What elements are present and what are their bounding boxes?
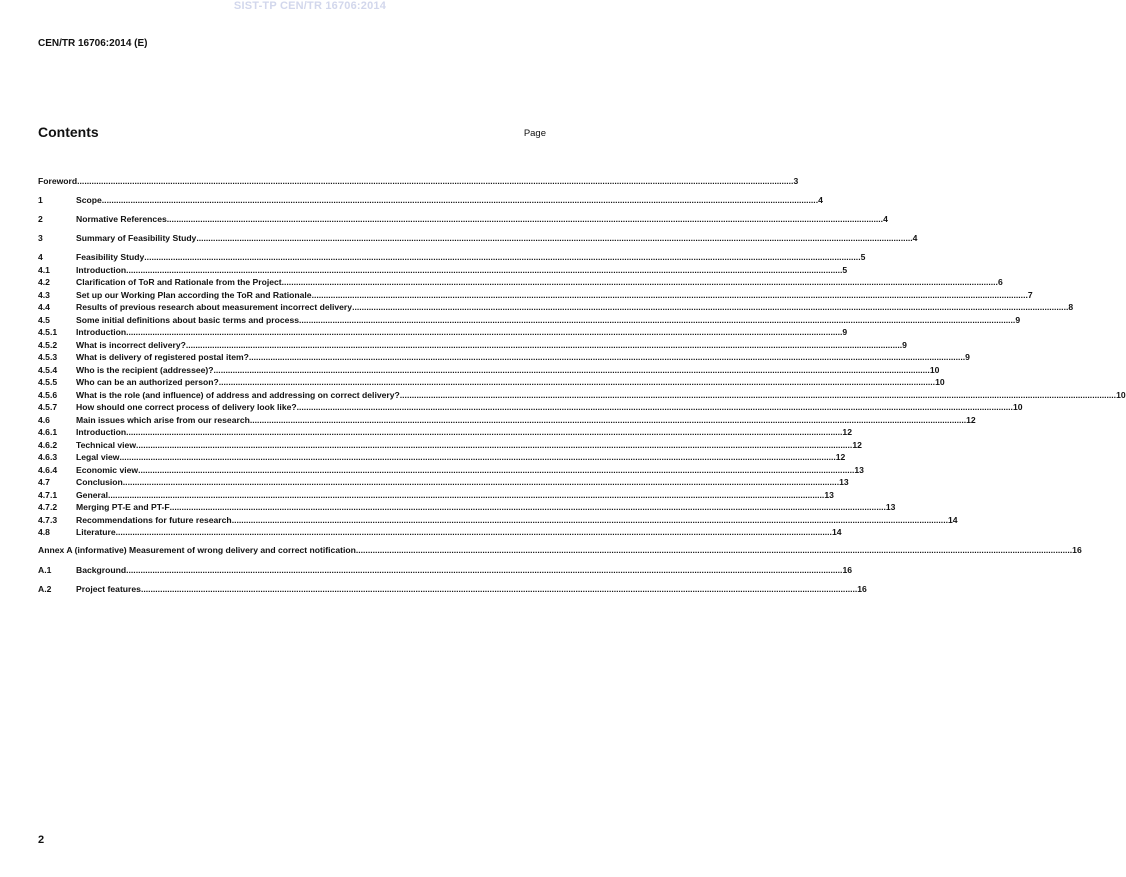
- toc-entry[interactable]: [38, 194, 823, 207]
- toc-entry-number: 4.5.2: [38, 339, 58, 350]
- toc-entry[interactable]: [38, 401, 1023, 414]
- toc-entry-number: 4.5.3: [38, 352, 58, 362]
- toc-dot-leader: ............................................................................................................................................................................................................................................................................................................: [218, 377, 936, 387]
- document-id: CEN/TR 16706:2014 (E): [38, 38, 148, 49]
- toc-entry[interactable]: [38, 289, 1033, 302]
- toc-dot-leader: ............................................................................................................................................................................................................................................................................................................: [299, 314, 1016, 325]
- toc-entry[interactable]: [38, 439, 862, 452]
- toc-entry-title: Normative References: [76, 214, 167, 224]
- toc-dot-leader: ............................................................................................................................................................................................................................................................................................................: [126, 565, 843, 575]
- toc-entry-title: How should one correct process of delivery look like?: [76, 402, 297, 412]
- toc-dot-leader: ............................................................................................................................................................................................................................................................................................................: [119, 452, 836, 462]
- toc-entry-page: 16: [857, 584, 867, 594]
- toc-dot-leader: ............................................................................................................................................................................................................................................................................................................: [296, 402, 1013, 412]
- toc-entry-title: Annex A (informative) Measurement of wrong delivery and correct notification: [38, 545, 356, 555]
- toc-entry-number: A.1: [38, 565, 52, 575]
- toc-entry[interactable]: [38, 476, 849, 489]
- toc-dot-leader: ............................................................................................................................................................................................................................................................................................................: [213, 364, 930, 375]
- toc-entry-page: 13: [824, 489, 834, 500]
- toc-entry-page: 13: [885, 502, 896, 512]
- toc-entry-number: 4.6.2: [38, 439, 58, 450]
- toc-entry-title: Scope: [76, 195, 102, 205]
- toc-entry-number: 4.6.3: [38, 452, 58, 462]
- toc-entry-page: 7: [1027, 289, 1033, 300]
- toc-dot-leader: ............................................................................................................................................................................................................................................................................................................: [144, 252, 861, 262]
- toc-entry-title: Results of previous research about measurement incorrect delivery: [76, 302, 353, 312]
- toc-entry-title: Technical view: [76, 439, 137, 450]
- toc-entry[interactable]: [38, 175, 799, 188]
- toc-entry[interactable]: [38, 489, 834, 502]
- toc-entry-page: 5: [842, 264, 848, 275]
- toc-entry-page: 12: [842, 427, 852, 437]
- toc-entry[interactable]: [38, 339, 907, 352]
- toc-entry-title: Conclusion: [76, 477, 123, 487]
- toc-dot-leader: ............................................................................................................................................................................................................................................................................................................: [352, 302, 1069, 312]
- toc-dot-leader: ............................................................................................................................................................................................................................................................................................................: [101, 195, 819, 205]
- watermark: SIST-TP CEN/TR 16706:2014: [233, 0, 387, 12]
- toc-entry-page: 12: [852, 439, 862, 450]
- toc-entry-title: Summary of Feasibility Study: [76, 233, 197, 243]
- toc-entry-title: Introduction: [76, 327, 127, 337]
- toc-dot-leader: ............................................................................................................................................................................................................................................................................................................: [77, 176, 794, 186]
- toc-entry-number: 4: [38, 252, 43, 262]
- toc-entry-page: 10: [935, 377, 945, 387]
- toc-dot-leader: ............................................................................................................................................................................................................................................................................................................: [122, 477, 840, 487]
- toc-entry-number: 4.5.5: [38, 377, 58, 387]
- toc-entry-page: 9: [902, 339, 907, 350]
- toc-dot-leader: ............................................................................................................................................................................................................................................................................................................: [126, 327, 843, 337]
- toc-entry-title: What is incorrect delivery?: [76, 339, 186, 350]
- toc-entry-number: 4.7.2: [38, 502, 58, 512]
- toc-dot-leader: ............................................................................................................................................................................................................................................................................................................: [311, 289, 1028, 300]
- toc-entry-page: 9: [1015, 314, 1021, 325]
- toc-entry-title: Set up our Working Plan according the ToR and Rationale: [76, 289, 312, 300]
- toc-entry-page: 10: [1116, 389, 1126, 400]
- toc-entry[interactable]: [38, 526, 842, 539]
- toc-entry[interactable]: [38, 501, 896, 514]
- toc-entry-number: A.2: [38, 584, 52, 594]
- toc-entry-page: 4: [912, 233, 918, 243]
- toc-entry-number: 4.4: [38, 302, 50, 312]
- toc-entry-page: 13: [854, 464, 864, 475]
- toc-entry-title: What is the role (and influence) of address and addressing on correct delivery?: [76, 389, 400, 400]
- toc-entry[interactable]: [38, 514, 958, 527]
- toc-dot-leader: ............................................................................................................................................................................................................................................................................................................: [136, 439, 853, 450]
- toc-entry[interactable]: [38, 564, 852, 577]
- toc-entry-number: 4.2: [38, 277, 50, 287]
- toc-entry-page: 10: [929, 364, 940, 375]
- toc-entry-number: 4.7.3: [38, 514, 58, 525]
- toc-dot-leader: ............................................................................................................................................................................................................................................................................................................: [355, 545, 1073, 555]
- toc-entry-number: 4.7: [38, 477, 50, 487]
- toc-entry-number: 4.8: [38, 527, 50, 537]
- toc-entry[interactable]: [38, 464, 864, 477]
- toc-entry-page: 16: [842, 565, 852, 575]
- toc-entry-title: Main issues which arise from our research: [76, 414, 250, 425]
- toc-entry-title: Who is the recipient (addressee)?: [76, 364, 214, 375]
- toc-entry-page: 16: [1072, 545, 1082, 555]
- toc-entry[interactable]: [38, 213, 888, 226]
- toc-entry-number: 1: [38, 195, 43, 205]
- toc-entry-title: Legal view: [76, 452, 120, 462]
- toc-dot-leader: ............................................................................................................................................................................................................................................................................................................: [166, 214, 884, 224]
- toc-dot-leader: ............................................................................................................................................................................................................................................................................................................: [126, 264, 843, 275]
- toc-entry-title: Introduction: [76, 264, 127, 275]
- toc-dot-leader: ............................................................................................................................................................................................................................................................................................................: [399, 389, 1117, 400]
- toc-dot-leader: ............................................................................................................................................................................................................................................................................................................: [140, 584, 858, 594]
- toc-entry-title: Feasibility Study: [76, 252, 145, 262]
- toc-entry[interactable]: [38, 414, 976, 427]
- toc-entry-number: 4.5.6: [38, 389, 58, 400]
- toc-entry[interactable]: [38, 389, 1126, 402]
- toc-entry[interactable]: [38, 264, 848, 277]
- toc-entry-number: 4.5: [38, 314, 50, 325]
- toc-entry[interactable]: [38, 326, 848, 339]
- toc-entry-number: 4.1: [38, 264, 50, 275]
- toc-entry-number: 4.7.1: [38, 489, 58, 500]
- toc-entry-page: 8: [1068, 302, 1074, 312]
- toc-entry[interactable]: [38, 376, 945, 389]
- toc-entry-title: Economic view: [76, 464, 139, 475]
- toc-entry-title: Some initial definitions about basic terms and process: [76, 314, 300, 325]
- toc-entry-title: Merging PT-E and PT-F: [76, 502, 170, 512]
- toc-entry-number: 4.3: [38, 289, 50, 300]
- toc-entry-number: 2: [38, 214, 43, 224]
- toc-entry-title: Background: [76, 565, 127, 575]
- toc-entry-title: Recommendations for future research: [76, 514, 232, 525]
- toc-entry-number: 3: [38, 233, 43, 243]
- toc-entry-page: 4: [818, 195, 823, 205]
- toc-entry-number: 4.5.1: [38, 327, 58, 337]
- toc-dot-leader: ............................................................................................................................................................................................................................................................................................................: [138, 464, 855, 475]
- toc-entry[interactable]: [38, 232, 918, 245]
- toc-entry[interactable]: [38, 314, 1021, 327]
- toc-entry-number: 4.6: [38, 414, 50, 425]
- toc-dot-leader: ............................................................................................................................................................................................................................................................................................................: [281, 277, 998, 287]
- toc-entry-title: Clarification of ToR and Rationale from the Project: [76, 277, 282, 287]
- page-column-label: Page: [523, 128, 546, 139]
- toc-entry-page: 9: [842, 327, 848, 337]
- toc-entry-number: 4.6.4: [38, 464, 58, 475]
- page-number: 2: [38, 834, 45, 846]
- toc-entry-page: 9: [965, 352, 970, 362]
- toc-entry-title: Project features: [76, 584, 141, 594]
- contents-heading: Contents: [38, 124, 99, 140]
- toc-entry[interactable]: [38, 351, 970, 364]
- toc-entry-title: General: [76, 489, 109, 500]
- toc-entry-number: 4.5.7: [38, 402, 58, 412]
- toc-dot-leader: ............................................................................................................................................................................................................................................................................................................: [196, 233, 913, 243]
- toc-entry[interactable]: [38, 544, 1082, 557]
- toc-entry-title: What is delivery of registered postal item?: [76, 352, 249, 362]
- toc-entry[interactable]: [38, 426, 852, 439]
- toc-dot-leader: ............................................................................................................................................................................................................................................................................................................: [126, 427, 843, 437]
- toc-entry-page: 6: [997, 277, 1003, 287]
- toc-entry[interactable]: [38, 451, 846, 464]
- toc-entry[interactable]: [38, 276, 1003, 289]
- toc-entry-number: 4.6.1: [38, 427, 58, 437]
- toc-entry-number: 4.5.4: [38, 364, 58, 375]
- toc-entry-page: 12: [966, 414, 976, 425]
- toc-entry-page: 4: [883, 214, 888, 224]
- toc-entry[interactable]: [38, 583, 867, 596]
- toc-dot-leader: ............................................................................................................................................................................................................................................................................................................: [248, 352, 966, 362]
- toc-entry[interactable]: [38, 301, 1074, 314]
- toc-dot-leader: ............................................................................................................................................................................................................................................................................................................: [115, 527, 832, 537]
- toc-dot-leader: ............................................................................................................................................................................................................................................................................................................: [185, 339, 903, 350]
- toc-dot-leader: ............................................................................................................................................................................................................................................................................................................: [249, 414, 967, 425]
- toc-dot-leader: ............................................................................................................................................................................................................................................................................................................: [169, 502, 886, 512]
- toc-entry-title: Literature: [76, 527, 116, 537]
- toc-entry-page: 12: [835, 452, 846, 462]
- toc-entry-page: 14: [831, 527, 842, 537]
- toc-entry-title: Foreword: [38, 176, 78, 186]
- toc-entry-page: 14: [947, 514, 958, 525]
- toc-entry-page: 10: [1012, 402, 1023, 412]
- toc-entry[interactable]: [38, 251, 866, 264]
- toc-entry[interactable]: [38, 364, 940, 377]
- toc-entry-page: 3: [793, 176, 799, 186]
- toc-entry-title: Introduction: [76, 427, 127, 437]
- toc-entry-page: 13: [839, 477, 849, 487]
- toc-entry-title: Who can be an authorized person?: [76, 377, 219, 387]
- toc-dot-leader: ............................................................................................................................................................................................................................................................................................................: [231, 514, 948, 525]
- toc-entry-page: 5: [860, 252, 866, 262]
- toc-dot-leader: ............................................................................................................................................................................................................................................................................................................: [108, 489, 825, 500]
